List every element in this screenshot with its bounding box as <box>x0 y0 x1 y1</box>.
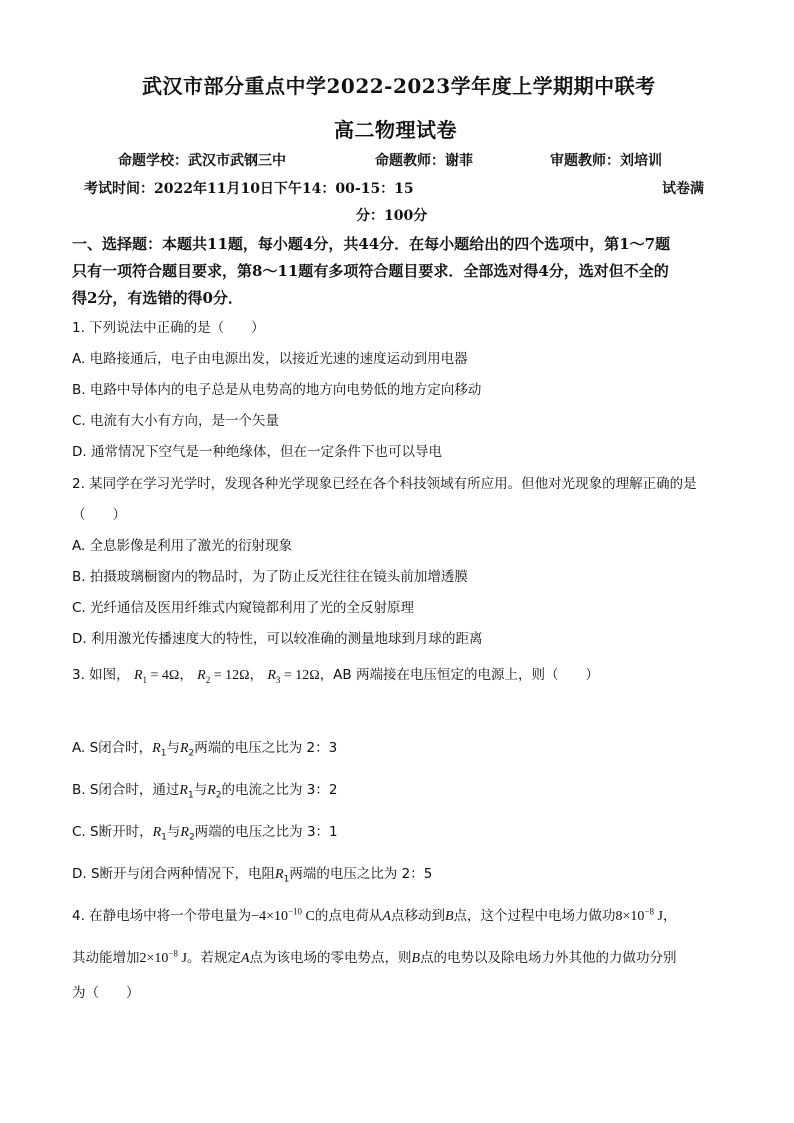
r2-symbol: R <box>197 668 206 683</box>
q3b-r1: R <box>179 783 188 798</box>
q4-work-base: 8×10 <box>615 909 645 924</box>
q3d-pre: D. S断开与闭合两种情况下，电阻 <box>72 866 276 882</box>
q4-p3: 点移动到 <box>390 908 445 924</box>
r1-symbol: R <box>133 668 143 683</box>
q4-point-a-2: A <box>240 951 250 966</box>
q2-option-b: B. 拍摄玻璃橱窗内的物品时，为了防止反光往往在镜头前加增透膜 <box>72 569 468 585</box>
q3d-r1-sub: 1 <box>283 874 290 885</box>
q3-option-b <box>72 778 338 801</box>
q4-charge-exp: −10 <box>287 906 303 917</box>
q4-ek-exp: −8 <box>168 948 178 959</box>
q4-l2b: 。若规定 <box>186 950 241 966</box>
q1-option-b: B. 电路中导体内的电子总是从电势高的地方向电势低的地方定向移动 <box>72 382 482 398</box>
q4-ek-unit: J <box>177 951 187 966</box>
q4-charge-unit: C <box>302 909 315 924</box>
r3-sub: 3 <box>275 674 281 685</box>
q4-p4: 点，这个过程中电场力做功 <box>453 908 616 924</box>
setter-school: 命题学校：武汉市武钢三中 <box>118 153 286 169</box>
q4-point-b: B <box>444 909 454 924</box>
r2-expr <box>197 668 249 683</box>
r1-sub: 1 <box>142 674 148 685</box>
q3c-r1: R <box>152 825 162 840</box>
q4-ek-base: 2×10 <box>139 951 169 966</box>
q3c-pre: C. S断开时， <box>72 824 153 840</box>
q3c-r1-sub: 1 <box>161 832 167 843</box>
q3-stem <box>72 663 599 685</box>
q4-point-b-2: B <box>411 951 421 966</box>
q3b-r1-sub: 1 <box>187 790 194 801</box>
q3-option-d <box>72 862 432 885</box>
r2-sub: 2 <box>205 674 211 685</box>
q4-l2a: 其动能增加 <box>72 950 140 966</box>
q4-line-3: 为（ ） <box>72 985 140 1001</box>
q4-l2d: 点的电势以及除电场力外其他的力做功分别 <box>420 950 677 966</box>
q3-option-a <box>72 736 337 759</box>
q4-ek <box>139 948 187 966</box>
q2-stem-2: （ ） <box>72 507 126 523</box>
q3a-r1-sub: 1 <box>160 748 167 759</box>
exam-title: 武汉市部分重点中学2022-2023学年度上学期期中联考 <box>142 74 656 98</box>
q3a-pre: A. S闭合时， <box>72 740 153 756</box>
q4-p2: 的点电荷从 <box>314 908 383 924</box>
q4-line-1 <box>72 904 676 925</box>
q3-sep-1: ， <box>179 667 193 683</box>
q1-stem: 1. 下列说法中正确的是（ ） <box>72 320 265 336</box>
q3-num: 3. 如图， <box>72 667 130 683</box>
section-instructions-2: 只有一项符合题目要求，第8～11题有多项符合题目要求．全部选对得4分，选对但不全的 <box>72 262 669 280</box>
exam-subtitle: 高二物理试卷 <box>334 118 457 142</box>
q3-sep-2: ， <box>249 667 264 683</box>
q3b-mid: 与 <box>193 782 208 798</box>
q3a-r2: R <box>179 741 189 756</box>
q3-tail: ，AB 两端接在电压恒定的电源上，则（ ） <box>319 667 599 683</box>
r3-value: = 12Ω <box>280 668 320 683</box>
r1-expr <box>134 668 179 683</box>
reviewer-teacher: 审题教师：刘培训 <box>550 153 662 169</box>
q3b-post: 的电流之比为 3：2 <box>221 782 338 798</box>
q2-stem-1: 2. 某同学在学习光学时，发现各种光学现象已经在各个科技领域有所应用。但他对光现象的理解正确的是 <box>72 476 697 492</box>
q3-option-c <box>72 820 338 843</box>
q3a-r1: R <box>152 741 161 756</box>
q1-option-d: D. 通常情况下空气是一种绝缘体，但在一定条件下也可以导电 <box>72 444 442 460</box>
setter-teacher: 命题教师：谢菲 <box>375 153 473 169</box>
q4-p1: 4. 在静电场中将一个带电量为 <box>72 908 252 924</box>
q4-p5: ， <box>662 908 677 924</box>
r1-value: = 4Ω <box>147 668 180 683</box>
exam-time: 考试时间：2022年11月10日下午14：00-15：15 <box>84 181 414 197</box>
q3c-mid: 与 <box>166 824 181 840</box>
q4-work <box>615 906 663 924</box>
q3a-post: 两端的电压之比为 2：3 <box>194 740 338 756</box>
r3-symbol: R <box>267 668 276 683</box>
q1-option-c: C. 电流有大小有方向，是一个矢量 <box>72 413 280 429</box>
q4-charge-base: −4×10 <box>251 909 288 924</box>
q4-charge <box>251 906 315 924</box>
q3d-r1: R <box>275 867 284 882</box>
q3d-post: 两端的电压之比为 2：5 <box>289 866 433 882</box>
q3a-mid: 与 <box>166 740 180 756</box>
q3b-r2-sub: 2 <box>215 790 222 801</box>
q3c-post: 两端的电压之比为 3：1 <box>194 824 338 840</box>
q3c-r2: R <box>180 825 189 840</box>
full-score-a: 试卷满 <box>662 181 704 197</box>
q4-point-a: A <box>382 909 391 924</box>
section-instructions-3: 得2分，有选错的得0分． <box>72 289 243 307</box>
q2-option-d: D. 利用激光传播速度大的特性，可以较准确的测量地球到月球的距离 <box>72 631 483 647</box>
full-score-b: 分：100分 <box>356 208 428 224</box>
q4-work-unit: J <box>654 909 663 924</box>
q2-option-a: A. 全息影像是利用了激光的衍射现象 <box>72 538 293 554</box>
q2-option-c: C. 光纤通信及医用纤维式内窥镜都利用了光的全反射原理 <box>72 600 415 616</box>
q4-l2c: 点为该电场的零电势点，则 <box>249 950 412 966</box>
r2-value: = 12Ω <box>210 668 250 683</box>
q3b-pre: B. S闭合时，通过 <box>72 782 180 798</box>
q1-option-a: A. 电路接通后，电子由电源出发，以接近光速的速度运动到用电器 <box>72 351 468 367</box>
q4-line-2 <box>72 946 677 967</box>
r3-expr <box>267 668 319 683</box>
q3c-r2-sub: 2 <box>188 832 195 843</box>
q4-work-exp: −8 <box>644 906 654 917</box>
q3b-r2: R <box>207 783 216 798</box>
q3a-r2-sub: 2 <box>188 748 195 759</box>
section-instructions-1: 一、选择题：本题共11题，每小题4分，共44分．在每小题给出的四个选项中，第1～7题 <box>72 235 671 253</box>
